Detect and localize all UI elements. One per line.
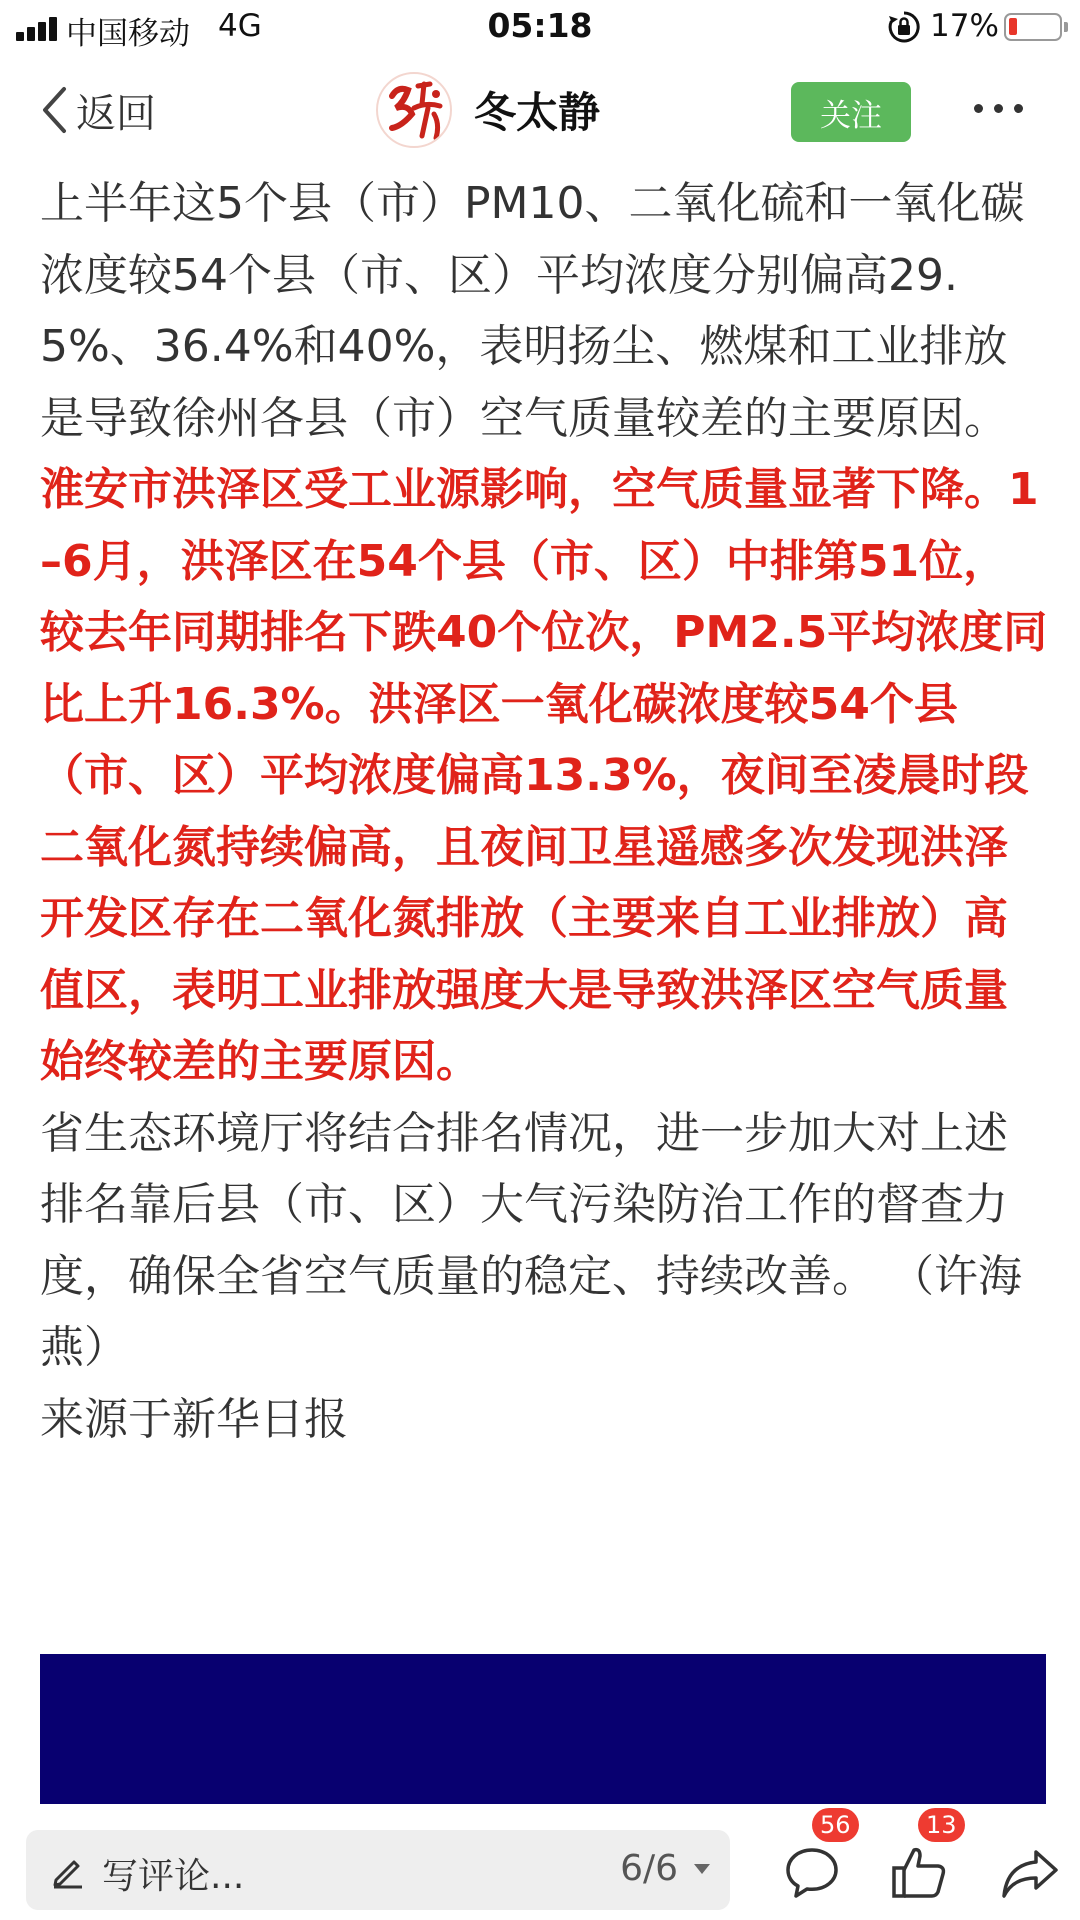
account-seal-logo[interactable] [376,72,452,148]
likes-count-badge: 13 [918,1808,965,1842]
comment-bubble-icon [782,1842,842,1902]
share-button[interactable] [1000,1842,1060,1902]
article-paragraph: 省生态环境厅将结合排名情况，进一步加大对上述排名靠后县（市、区）大气污染防治工作的督查力度，确保全省空气质量的稳定、持续改善。 （许海燕） [40,1107,1022,1373]
more-dots-icon[interactable] [974,104,1026,116]
lock-rotation-icon [887,10,921,44]
status-bar [0,0,1080,56]
article-paragraph: 上半年这5个县（市）PM10、二氧化硫和一氧化碳浓度较54个县（市、区）平均浓度分别偏高29.5%、36.4%和40%，表明扬尘、燃煤和工业排放是导致徐州各县（市）空气质量较差的主要原因。 [40,178,1025,444]
like-button[interactable] [890,1811,957,1902]
clock: 05:18 [487,6,593,45]
article-body [40,168,1050,1455]
back-label: 返回 [76,90,156,137]
thumbs-up-icon [890,1842,950,1902]
back-chevron-icon [40,85,68,135]
article-image [40,1654,1046,1804]
page-indicator[interactable]: 6/6 [620,1848,678,1889]
article-source: 来源于新华日报 [40,1393,348,1445]
account-name[interactable]: 冬太静 [474,88,601,137]
comments-count-badge: 56 [812,1808,859,1842]
nav-bar [0,60,1080,160]
comment-input[interactable] [26,1830,730,1910]
battery-percent: 17% [930,8,999,44]
comments-button[interactable] [782,1811,851,1902]
chevron-down-icon[interactable] [694,1864,710,1874]
battery-icon [1004,13,1062,41]
carrier-label: 中国移动 [66,16,190,52]
follow-button[interactable]: 关注 [791,82,911,142]
battery-tip [1064,22,1068,32]
comment-placeholder: 写评论... [102,1856,245,1897]
article-paragraph-highlight: 淮安市洪泽区受工业源影响，空气质量显著下降。1–6月，洪泽区在54个县（市、区）中排第51位，较去年同期排名下跌40个位次，PM2.5平均浓度同比上升16.3%。洪泽区一氧化碳浓度较54个县（市、区）平均浓度偏高13.3%，夜间至凌晨时段二氧化氮持续偏高，且夜间卫星遥感多次发现洪泽开发区存在二氧化氮排放（主要来自工业排放）高值区，表明工业排放强度大是导致洪泽区空气质量始终较差的主要原因。 [40,464,1048,1087]
network-type: 4G [218,8,262,44]
pen-icon [48,1850,88,1890]
share-arrow-icon [1000,1842,1060,1902]
back-button[interactable] [40,80,156,140]
bottom-bar [0,1811,1080,1920]
battery-level-fill [1009,18,1017,35]
